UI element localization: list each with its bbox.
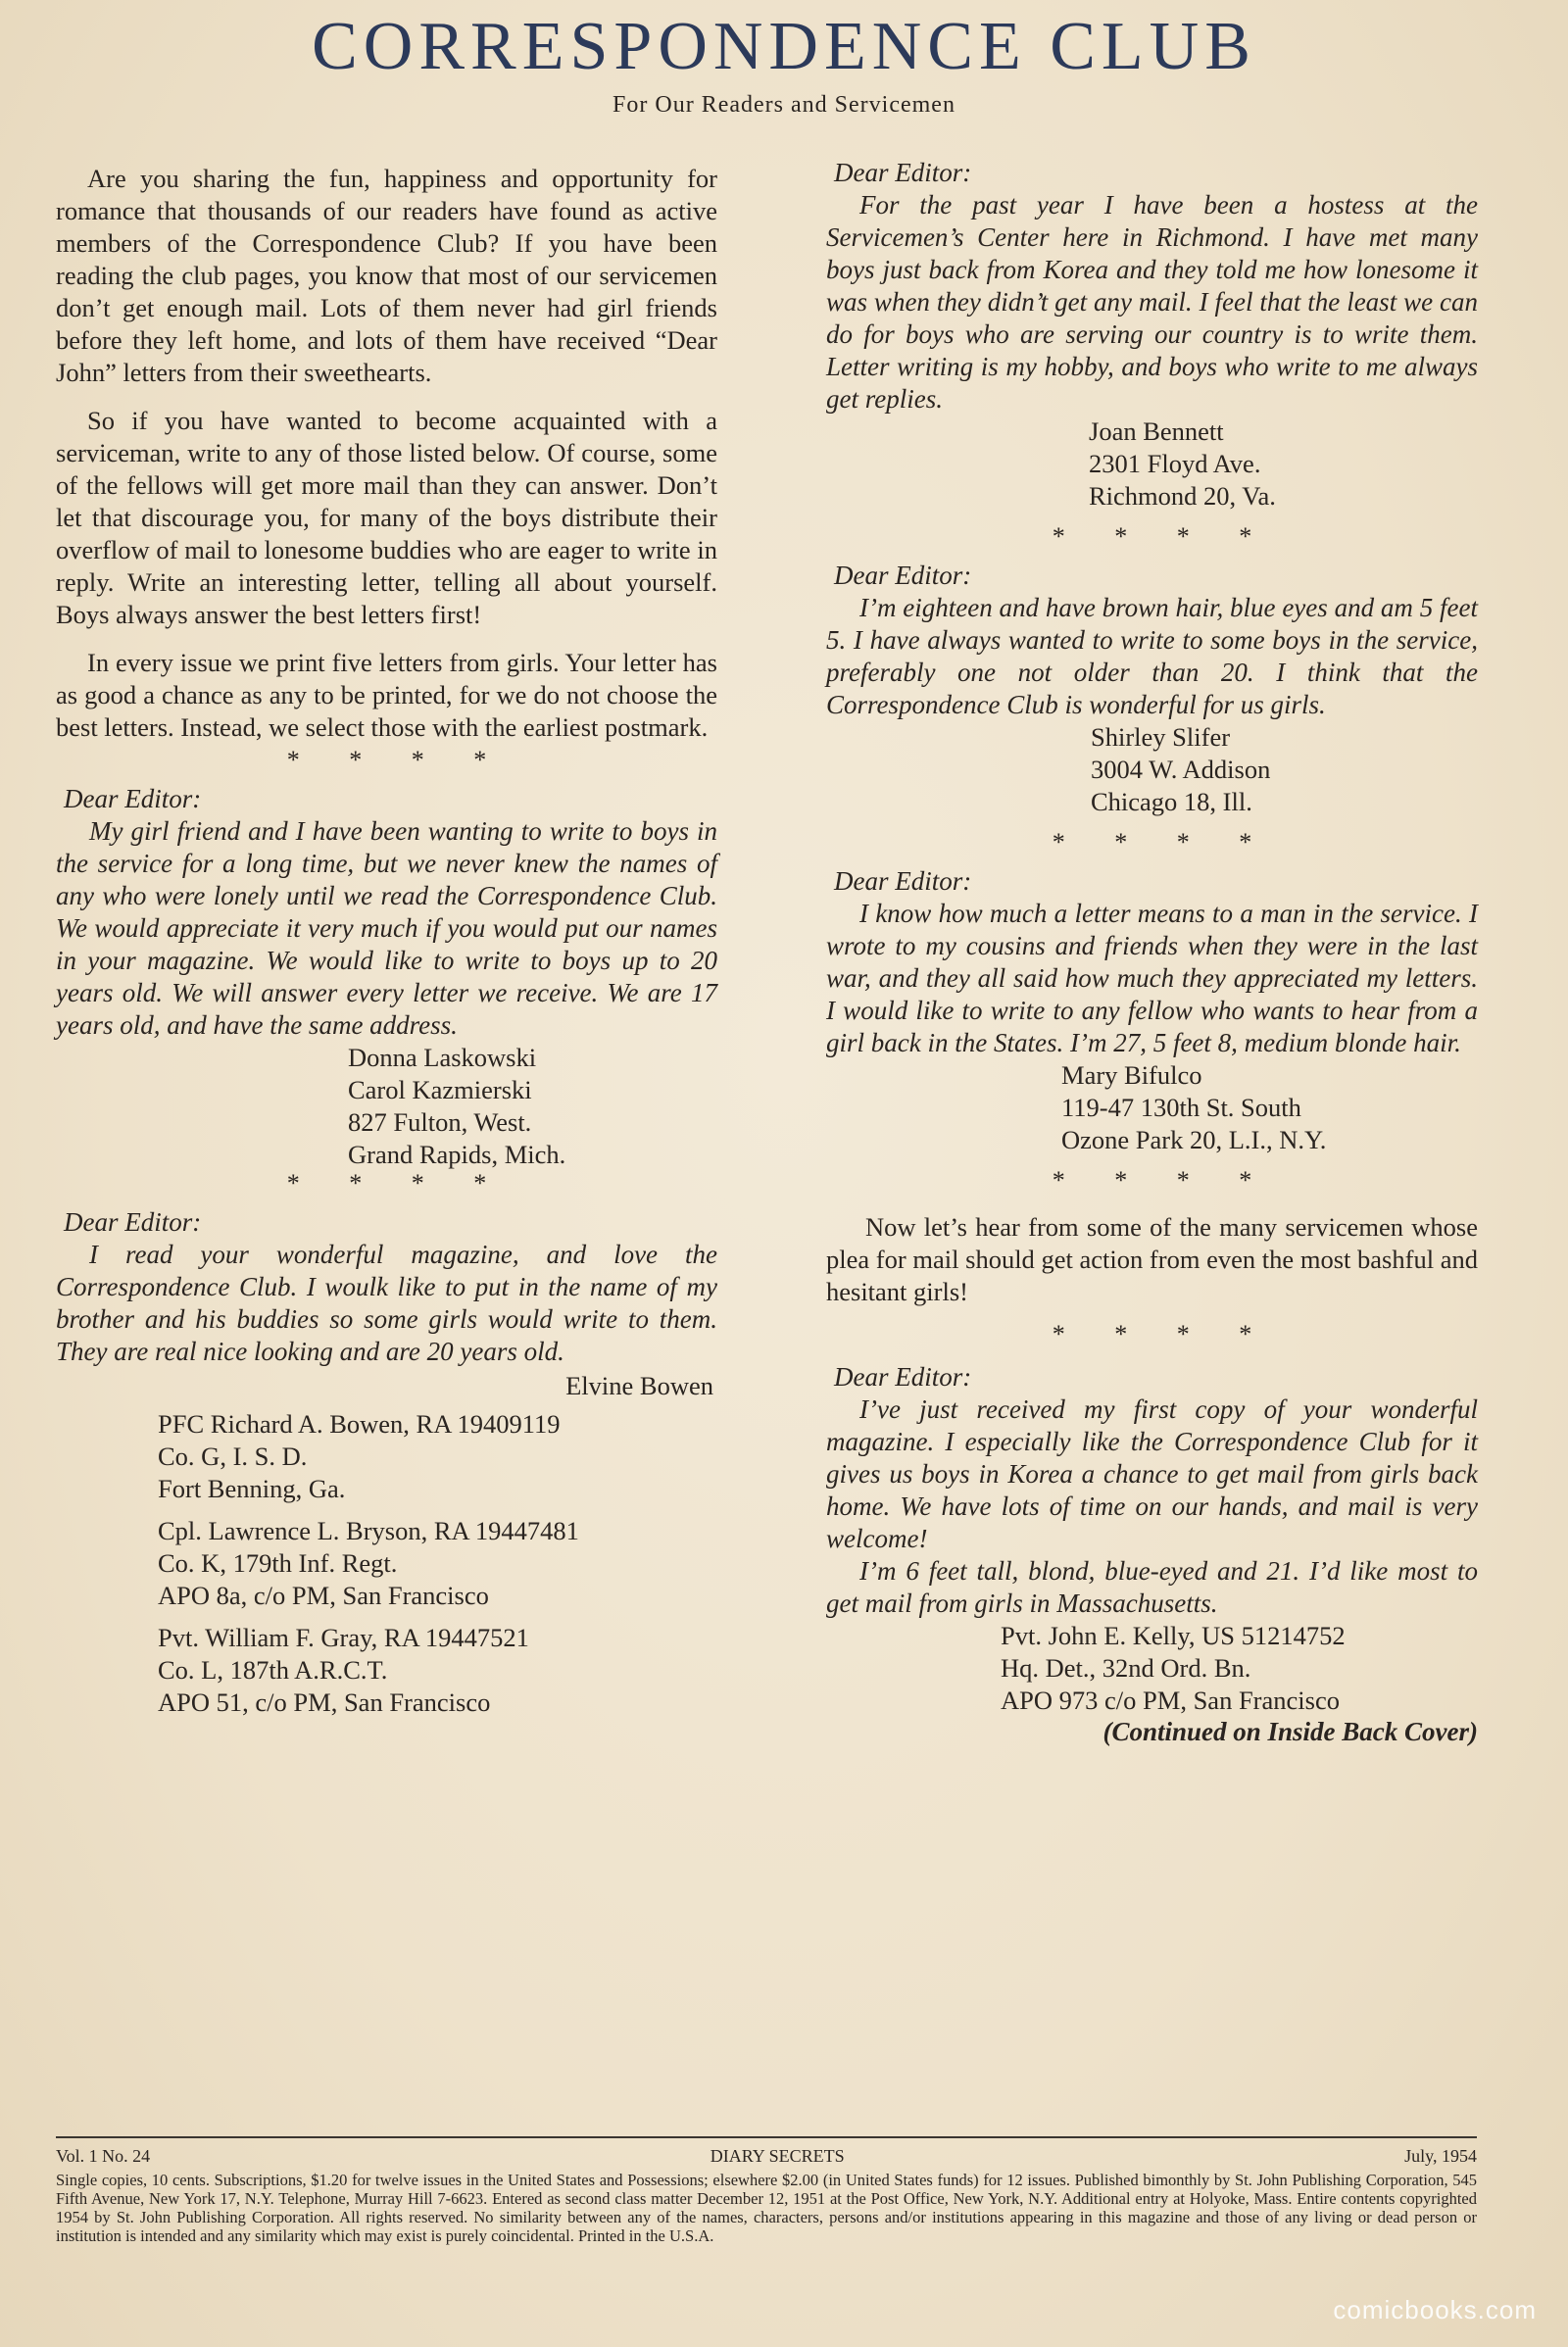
serviceman-address	[158, 1515, 717, 1612]
intro-paragraph: In every issue we print five letters from girls. Your letter has as good a chance as any to be printed, for we do not choose the best letters. Instead, we select those with the earliest postmark.	[56, 648, 717, 742]
letter-body: I’ve just received my first copy of your wonderful magazine. I especially like the Correspondence Club for it gives us boys in Korea a chance to get mail from girls back home. We have lots of time on our hands, and mail is very welcome!	[826, 1394, 1478, 1553]
magazine-name: DIARY SECRETS	[710, 2146, 845, 2166]
address-line: 3004 W. Addison	[1091, 755, 1271, 784]
salutation: Dear Editor:	[834, 1362, 972, 1392]
salutation: Dear Editor:	[64, 1207, 202, 1237]
address-line: Co. L, 187th A.R.C.T.	[158, 1655, 388, 1685]
salutation: Dear Editor:	[834, 158, 972, 187]
continued-note: (Continued on Inside Back Cover)	[1102, 1717, 1478, 1746]
address-line: Joan Bennett	[1089, 416, 1224, 446]
separator-stars: * * * *	[1052, 522, 1274, 551]
letter-body: My girl friend and I have been wanting to write to boys in the service for a long time, but we never knew the names of any who were lonely until we read the Correspondence Club. We would appreciate it very much if you would put our names in your magazine. We would like to write to boys up to 20 years old. We will answer every letter we receive. We are 17 years old, and have the same address.	[56, 816, 717, 1040]
issue-date: July, 1954	[1404, 2146, 1477, 2166]
salutation: Dear Editor:	[834, 561, 972, 590]
separator-stars: * * * *	[1052, 1320, 1274, 1348]
letter-body: For the past year I have been a hostess at the Servicemen’s Center here in Richmond. I have met many boys just back from Korea and they told me how lonesome it was when they didn’t get any mail. I feel that the least we can do for boys who are serving our country is to write them. Letter writing is my hobby, and boys who write to me always get replies.	[826, 190, 1478, 414]
address-line: Richmond 20, Va.	[1089, 481, 1276, 511]
serviceman-address	[158, 1408, 717, 1505]
separator-stars: * * * *	[286, 746, 509, 774]
address-line: APO 8a, c/o PM, San Francisco	[158, 1581, 489, 1610]
letter-block	[826, 1361, 1478, 1747]
address-line: Hq. Det., 32nd Ord. Bn.	[1001, 1653, 1251, 1683]
masthead-footer	[56, 2136, 1477, 2245]
address-line: Ozone Park 20, L.I., N.Y.	[1061, 1125, 1327, 1154]
transition-paragraph: Now let’s hear from some of the many servicemen whose plea for mail should get action from even the most bashful and hesitant girls!	[826, 1212, 1478, 1306]
letter-block	[56, 783, 717, 1171]
separator-stars: * * * *	[1052, 1166, 1274, 1195]
address-line: Donna Laskowski	[348, 1043, 537, 1072]
address-block	[1001, 1620, 1478, 1717]
address-line: Grand Rapids, Mich.	[348, 1140, 566, 1169]
letter-body: I’m eighteen and have brown hair, blue eyes and am 5 feet 5. I have always wanted to write to some boys in the service, preferably one not older than 20. I think that the Correspondence Club is wonderful for us girls.	[826, 593, 1478, 719]
address-line: 2301 Floyd Ave.	[1089, 449, 1261, 478]
letter-body: I’m 6 feet tall, blond, blue-eyed and 21. I’d like most to get mail from girls in Massachusetts.	[826, 1556, 1478, 1618]
address-line: 827 Fulton, West.	[348, 1107, 532, 1137]
signature: Elvine Bowen	[565, 1371, 713, 1400]
address-block	[1061, 1059, 1478, 1156]
separator-stars: * * * *	[286, 1169, 509, 1198]
address-line: Mary Bifulco	[1061, 1060, 1202, 1090]
serviceman-address	[158, 1622, 717, 1719]
letter-block	[826, 560, 1478, 818]
letter-block	[826, 157, 1478, 513]
address-line: Co. G, I. S. D.	[158, 1442, 308, 1471]
left-column	[56, 163, 717, 1729]
address-block	[1091, 721, 1478, 818]
page-title: CORRESPONDENCE CLUB	[312, 9, 1256, 84]
address-line: Carol Kazmierski	[348, 1075, 532, 1104]
address-line: 119-47 130th St. South	[1061, 1093, 1301, 1122]
letter-block	[826, 865, 1478, 1156]
address-line: Fort Benning, Ga.	[158, 1474, 346, 1503]
address-block	[348, 1042, 717, 1171]
salutation: Dear Editor:	[834, 866, 972, 896]
right-column	[826, 157, 1478, 1747]
publication-fine-print: Single copies, 10 cents. Subscriptions, $1.20 for twelve issues in the United States and Possessions; elsewhere $2.00 (in United States funds) for 12 issues. Published bimonthly by St. John Publishing Corporation, 545 Fifth Avenue, New York 17, N.Y. Telephone, Murray Hill 7-6623. Entered as second class matter December 12, 1951 at the Post Office, New York, N.Y. Additional entry at Holyoke, Mass. Entire contents copyrighted 1954 by St. John Publishing Corporation. All rights reserved. No similarity between any of the names, characters, persons and/or institutions appearing in this magazine and those of any living or dead person or institution is intended and any similarity which may exist is purely coincidental. Printed in the U.S.A.	[56, 2171, 1477, 2245]
address-line: Co. K, 179th Inf. Regt.	[158, 1548, 398, 1578]
address-line: Chicago 18, Ill.	[1091, 787, 1252, 816]
intro-paragraph: So if you have wanted to become acquainted with a serviceman, write to any of those listed below. Of course, some of the fellows will get more mail than they can answer. Don’t let that discourage you, for many of the boys distribute their overflow of mail to lonesome buddies who are eager to write in reply. Write an interesting letter, telling all about yourself. Boys always answer the best letters first!	[56, 406, 717, 629]
address-line: APO 973 c/o PM, San Francisco	[1001, 1686, 1340, 1715]
letter-block	[56, 1206, 717, 1719]
address-line: Cpl. Lawrence L. Bryson, RA 19447481	[158, 1516, 579, 1545]
watermark: comicbooks.com	[1333, 2295, 1537, 2324]
address-line: Pvt. John E. Kelly, US 51214752	[1001, 1621, 1346, 1650]
address-line: PFC Richard A. Bowen, RA 19409119	[158, 1409, 561, 1439]
page-subtitle: For Our Readers and Servicemen	[612, 92, 956, 118]
letter-body: I know how much a letter means to a man in the service. I wrote to my cousins and friends when they were in the last war, and they all said how much they appreciated my letters. I would like to write to any fellow who wants to hear from a girl back in the States. I’m 27, 5 feet 8, medium blonde hair.	[826, 899, 1478, 1057]
issue-volume: Vol. 1 No. 24	[56, 2146, 151, 2166]
address-line: Pvt. William F. Gray, RA 19447521	[158, 1623, 529, 1652]
footer-row	[56, 2146, 1477, 2167]
salutation: Dear Editor:	[64, 784, 202, 813]
address-block	[1089, 416, 1478, 513]
address-line: Shirley Slifer	[1091, 722, 1231, 752]
address-line: APO 51, c/o PM, San Francisco	[158, 1687, 491, 1717]
intro-paragraph: Are you sharing the fun, happiness and opportunity for romance that thousands of our readers have found as active members of the Correspondence Club? If you have been reading the club pages, you know that most of our servicemen don’t get enough mail. Lots of them never had girl friends before they left home, and lots of them have received “Dear John” letters from their sweethearts.	[56, 164, 717, 387]
separator-stars: * * * *	[1052, 828, 1274, 856]
letter-body: I read your wonderful magazine, and love the Correspondence Club. I woulk like to put in the name of my brother and his buddies so some girls would write to them. They are real nice looking and are 20 years old.	[56, 1240, 717, 1366]
